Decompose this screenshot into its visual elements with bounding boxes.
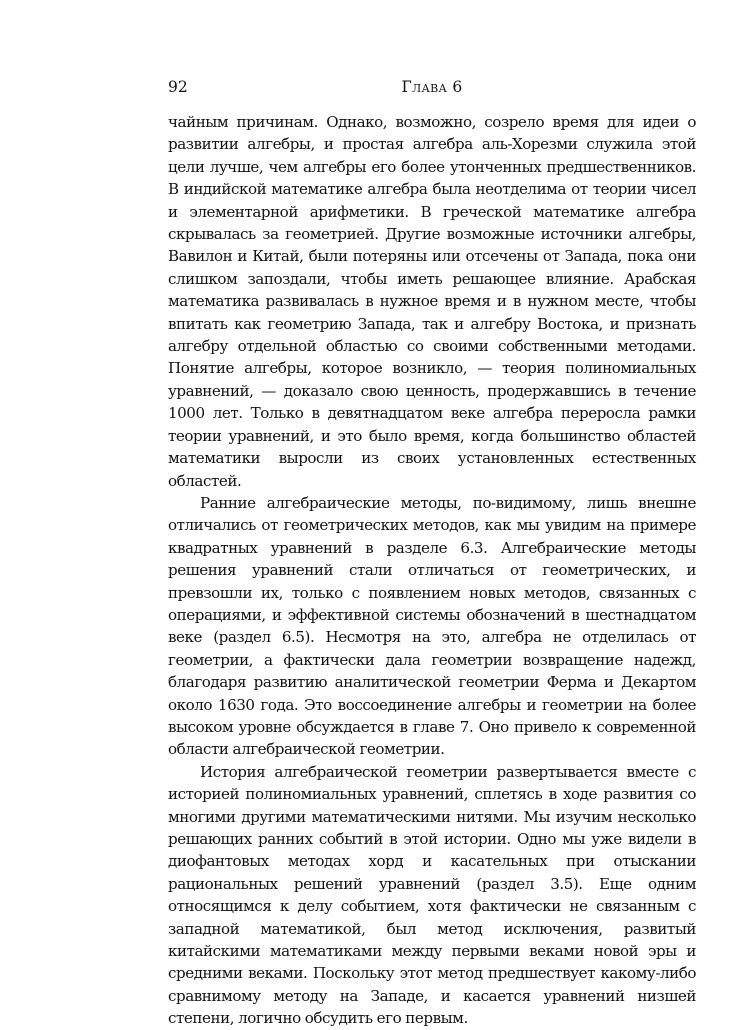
page-header — [168, 78, 696, 100]
page-number: 92 — [168, 78, 188, 96]
page-body — [168, 111, 696, 1030]
paragraph: Ранние алгебраические методы, по-видимому, лишь внешне отличались от геометрических методов, как мы увидим на примере квадратных уравнений в разделе 6.3. Алгебраические методы решения уравнений стали отличаться от геометрических, и превзошли их, только с появлением новых методов, связанных с операциями, и эффективной системы обозначений в шестнадцатом веке (раздел 6.5). Несмотря на это, алгебра не отделилась от геометрии, а фактически дала геометрии возвращение надежд, благодаря развитию аналитической геометрии Ферма и Декартом около 1630 года. Это воссоединение алгебры и геометрии на более высоком уровне обсуждается в главе 7. Оно привело к современной области алгебраической геометрии. — [168, 493, 696, 759]
chapter-running-head: Глава 6 — [401, 78, 463, 96]
paragraph: чайным причинам. Однако, возможно, созрело время для идеи о развитии алгебры, и простая алгебра аль-Хорезми служила этой цели лучше, чем алгебры его более утонченных предшественников. В индийской математике алгебра была неотделима от теории чисел и элементарной арифметики. В греческой математике алгебра скрывалась за геометрией. Другие возможные источники алгебры, Вавилон и Китай, были потеряны или отсечены от Запада, пока они слишком запоздали, чтобы иметь решающее влияние. Арабская математика развивалась в нужное время и в нужном месте, чтобы впитать как геометрию Запада, так и алгебру Востока, и признать алгебру отдельной областью со своими собственными методами. Понятие алгебры, которое возникло, — теория полиномиальных уравнений, — доказало свою ценность, продержавшись в течение 1000 лет. Только в девятнадцатом веке алгебра переросла рамки теории уравнений, и это было время, когда большинство областей математики выросли из своих установленных естественных областей. — [168, 113, 696, 490]
paragraph: История алгебраической геометрии развертывается вместе с историей полиномиальных уравнений, сплетясь в ходе развития со многими другими математическими нитями. Мы изучим несколько решающих ранних событий в этой истории. Одно мы уже видели в диофантовых методах хорд и касательных при отыскании рациональных решений уравнений (раздел 3.5). Еще одним относящимся к делу событием, хотя фактически не связанным с западной математикой, был метод исключения, развитый китайскими математиками между первыми веками новой эры и средними веками. Поскольку этот метод предшествует какому-либо сравнимому методу на Западе, и касается уравнений низшей степени, логично обсудить его первым. — [168, 762, 696, 1028]
